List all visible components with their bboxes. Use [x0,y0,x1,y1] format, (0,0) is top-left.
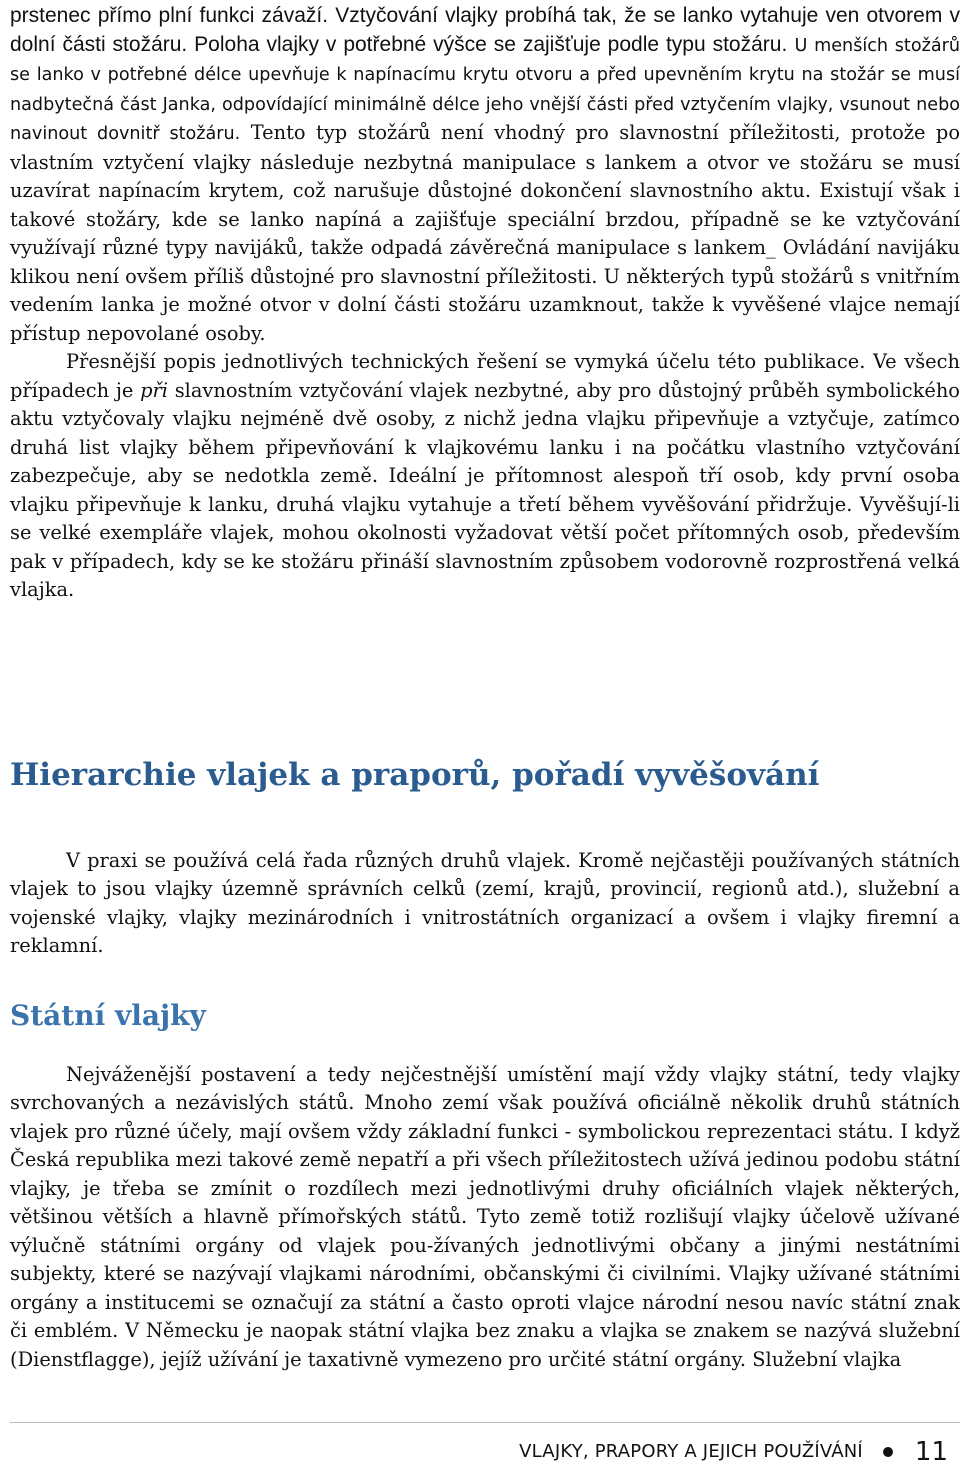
paragraph-segment: Přesnější popis jednotlivých technických řešení se vymyká účelu této publikace. Ve všech případech je [10,350,960,402]
paragraph-segment: prstenec přímo plní funkci závaží. Vztyčování vlajky probíhá tak, že se lanko vytahuje ven otvorem v dolní části stožáru. Poloha vlajky v potřebné výšce se zajišťuje podle typu stožáru. [10,4,960,56]
footer-divider [10,1422,960,1423]
subsection-heading: Státní vlajky [10,998,206,1032]
paragraph-segment: Tento typ stožárů není vhodný pro slavnostní příležitosti, protože po vlastním vztyčení vlajky následuje nezbytná manipulace s lankem a otvor ve stožáru se musí uzavírat napínacím krytem, což narušuje důstojné dokončení slavnostního aktu. Existují však i takové stožáry, kde se lanko napíná a zajišťuje speciální brzdou, případně se ke vztyčování využívají různé typy navijáků, takže odpadá závěrečná manipulace s lankem_ Ovládání navijáku klikou není ovšem příliš důstojné pro slavnostní příležitosti. U některých typů stožárů s vnitřním vedením lanka je možné otvor v dolní části stožáru uzamknout, takže k vyvěšené vlajce nemají přístup nepovolané osoby. [10,121,960,345]
paragraph-flagpole-mechanism [10,2,960,348]
paragraph-flag-types: V praxi se používá celá řada různých druhů vlajek. Kromě nejčastěji používaných státních vlajek to jsou vlajky územně správních celků (zemí, krajů, provincií, regionů atd.), služební a vojenské vlajky, vlajky mezinárodních i vnitrostátních organizací a ovšem i vlajky firemní a reklamní. [10,848,960,957]
bullet-icon [883,1447,893,1457]
paragraph-segment: slavnostním vztyčování vlajek nezbytné, aby pro důstojný průběh symbolického aktu vztyčovaly vlajku nejméně dvě osoby, z nichž jedna vlajku připevňuje a vztyčuje, zatímco druhá list vlajky během připevňování k vlajkovému lanku i na počátku vlastního vztyčování zabezpečuje, aby se nedotkla země. Ideální je přítomnost alespoň tří osob, kdy první osoba vlajku připevňuje k lanku, druhá vlajku vytahuje a třetí během vyvěšování přidržuje. Vyvěšují-li se velké exempláře vlajek, mohou okolnosti vyžadovat větší počet přítomných osob, především pak v případech, kdy se ke stožáru přináší slavnostním způsobem vodorovně rozprostřená velká vlajka. [10,378,960,601]
page-number: 11 [914,1436,948,1467]
paragraph-raising-procedure [10,348,960,605]
page-footer [519,1436,948,1468]
paragraph-state-flags: Nejváženější postavení a tedy nejčestnější umístění mají vždy vlajky státní, tedy vlajky svrchovaných a nezávislých států. Mnoho zemí však používá oficiálně několik druhů státních vlajek pro různé účely, mají ovšem vždy základní funkci - symbolickou reprezentaci státu. I když Česká republika mezi takové země nepatří a při všech příležitostech užívá jedinou podobu státní vlajky, je třeba se zmínit o rozdílech mezi jednotlivými druhy oficiálních vlajek některých, většinou větších a hlavně přímořských států. Tyto země totiž rozlišují vlajky účelově užívané výlučně státními orgány od vlajek pou-žívaných jednotlivými občany a jinými nestátními subjekty, které se nazývají vlajkami národními, občanskými či civilními. Vlajky užívané státními orgány a institucemi se označují za státní a často oproti vlajce národní nesou navíc státní znak či emblém. V Německu je naopak státní vlajka bez znaku a vlajka se znakem se nazývá služební (Dienstflagge), jejíž užívání je taxativně vymezeno pro určité státní orgány. Služební vlajka [10,1062,960,1371]
section-heading: Hierarchie vlajek a praporů, pořadí vyvěšování [10,756,820,793]
footer-title: VLAJKY, PRAPORY A JEJICH POUŽÍVÁNÍ [519,1440,863,1462]
paragraph-segment: U menších stožárů se lanko v potřebné délce upevňuje k napínacímu krytu otvoru a před upevněním krytu na stožár se musí nadbytečná část Janka, odpovídající minimálně délce jeho vnější části před vztyčením vlajky, vsunout nebo navinout dovnitř stožáru. [10,35,960,144]
italic-word: při [140,378,168,402]
document-page [10,0,960,1471]
